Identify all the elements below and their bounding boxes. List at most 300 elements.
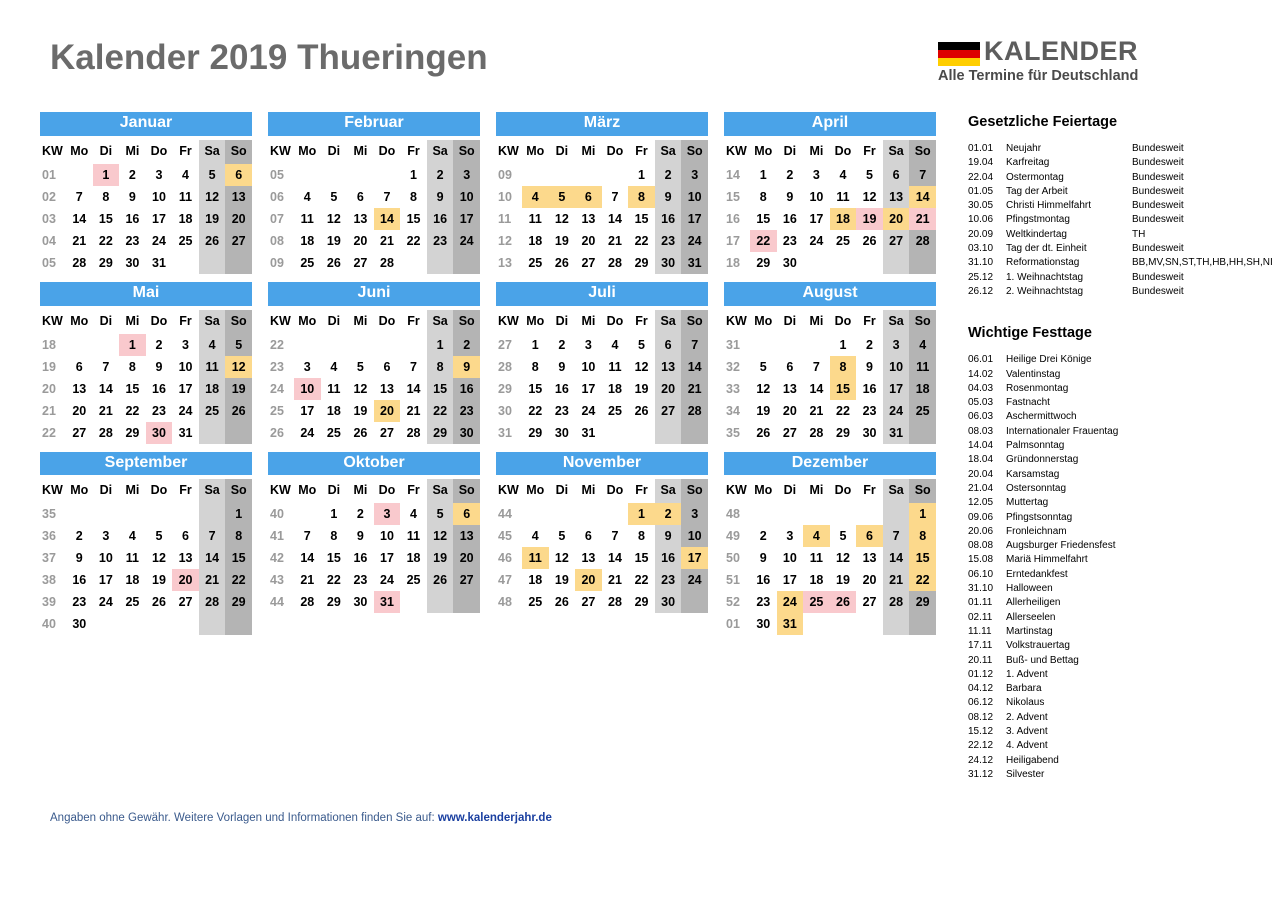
day-cell: 9 [866,359,873,374]
weekday-header: Mo [298,483,317,498]
week-number: 12 [498,233,512,248]
day-cell: 24 [581,403,596,418]
day-cell: 28 [909,230,936,252]
week-row [724,164,936,186]
day-cell: 2 [655,503,682,525]
day-cell: 8 [628,186,655,208]
day-cell: 16 [427,208,454,230]
weekday-header: KW [498,313,519,328]
day-cell: 30 [554,425,569,440]
item-name: Tag der dt. Einheit [1006,243,1087,255]
day-cell: 15 [909,547,936,569]
week-row [724,356,936,378]
week-row [40,503,252,525]
day-cell: 30 [353,595,368,610]
footer-text: Angaben ohne Gewähr. Weitere Vorlagen und Informationen finden Sie auf: [50,812,438,824]
weekday-header: Sa [199,140,226,164]
item-date: 08.03 [968,425,994,437]
day-cell: 26 [554,255,569,270]
list-item [968,654,1278,668]
day-cell: 20 [575,569,602,591]
week-number: 30 [498,403,512,418]
weekday-header: Mo [70,313,89,328]
day-cell: 24 [681,569,708,591]
day-cell [400,334,427,356]
day-cell: 12 [152,551,166,566]
week-number: 16 [726,211,740,226]
week-row [40,334,252,356]
day-cell: 18 [528,573,543,588]
item-date: 01.12 [968,668,994,680]
weekday-header: Do [834,143,852,158]
day-cell [199,503,226,525]
day-cell: 18 [178,211,193,226]
item-date: 08.12 [968,711,994,723]
list-item [968,496,1278,510]
day-cell: 7 [383,189,391,204]
weekday-header: Sa [427,310,454,334]
week-row [496,525,708,547]
day-cell: 17 [809,211,824,226]
weekday-header: Di [99,313,113,328]
day-cell: 11 [300,211,314,226]
week-row [268,356,480,378]
item-date: 04.12 [968,683,994,695]
day-cell: 7 [102,359,110,374]
list-item [968,668,1278,682]
day-cell: 25 [608,403,622,418]
day-cell: 15 [406,211,421,226]
day-cell: 25 [326,425,341,440]
item-date: 06.01 [968,354,994,366]
day-cell: 1 [638,167,645,182]
day-cell: 5 [155,529,163,544]
weekday-header: So [909,140,936,164]
week-row [724,230,936,252]
item-name: Martinstag [1006,625,1053,637]
month-row [40,452,952,644]
item-name: Ostermontag [1006,171,1064,183]
day-cell: 5 [356,359,364,374]
week-number: 20 [42,381,56,396]
week-row [724,547,936,569]
day-cell: 7 [681,334,708,356]
month-title: Oktober [268,452,480,476]
day-cell: 4 [531,529,539,544]
day-cell: 2 [759,529,767,544]
week-number: 22 [270,337,284,352]
week-number: 43 [270,573,284,588]
day-cell: 6 [856,525,883,547]
week-row [724,569,936,591]
day-cell [400,252,427,274]
day-cell: 9 [427,186,454,208]
month-title: Juni [268,282,480,306]
list-item [968,739,1278,753]
logo-wordmark: KALENDER [984,36,1139,66]
item-name: Muttertag [1006,497,1049,509]
item-name: Barbara [1006,683,1042,695]
day-cell: 15 [634,551,649,566]
week-number: 14 [726,167,740,182]
day-cell: 22 [909,569,936,591]
day-cell: 4 [611,337,619,352]
day-cell: 13 [883,186,910,208]
item-name: Karsamstag [1006,468,1060,480]
day-cell: 18 [199,378,226,400]
day-cell: 28 [608,255,622,270]
month-block [496,452,724,636]
day-cell: 21 [608,233,622,248]
item-date: 31.12 [968,768,994,780]
festivals-heading: Wichtige Festtage [968,325,1092,342]
list-item [968,185,1278,199]
week-row [724,208,936,230]
day-cell: 28 [72,255,87,270]
day-cell: 16 [72,573,87,588]
weekday-header: KW [726,313,747,328]
day-cell: 30 [655,591,682,613]
item-name: Allerheiligen [1006,597,1061,609]
day-cell: 30 [125,255,140,270]
week-number: 50 [726,551,740,566]
month-table [724,479,936,635]
list-item [968,368,1278,382]
weekday-header: Mo [754,143,773,158]
day-cell: 11 [327,381,341,396]
week-number: 31 [726,337,740,352]
day-cell: 5 [638,337,645,352]
list-item [968,768,1278,782]
day-cell: 5 [427,503,454,525]
day-cell: 12 [353,381,368,396]
month-row [40,112,952,282]
day-cell [575,503,602,525]
month-table [496,479,708,613]
week-row [40,525,252,547]
week-row [268,591,480,613]
weekday-header: Sa [427,479,454,503]
item-date: 14.02 [968,368,994,380]
list-item [968,582,1278,596]
day-cell [803,334,830,356]
week-row [40,400,252,422]
day-cell: 26 [427,569,454,591]
day-cell [549,164,576,186]
day-cell: 18 [608,381,622,396]
day-cell [66,503,93,525]
day-cell: 23 [655,569,682,591]
day-cell [777,503,804,525]
day-cell: 25 [803,591,830,613]
day-cell: 27 [225,230,252,252]
week-number: 13 [498,255,512,270]
day-cell: 11 [199,356,226,378]
day-cell: 13 [862,551,877,566]
week-row [496,569,708,591]
day-cell [146,503,173,525]
weekday-header: Di [555,483,569,498]
day-cell: 29 [528,425,543,440]
day-cell [374,334,401,356]
weekday-header: Sa [655,479,682,503]
day-cell: 10 [581,359,596,374]
day-cell: 13 [353,211,368,226]
day-cell: 17 [453,208,480,230]
day-cell: 7 [75,189,83,204]
day-cell: 1 [119,334,146,356]
item-scope: Bundesweit [1132,243,1184,255]
item-date: 22.12 [968,740,994,752]
month-block [724,282,952,444]
item-name: Fastnacht [1006,397,1050,409]
day-cell [803,252,830,274]
day-cell: 4 [128,529,136,544]
week-row [496,503,708,525]
list-item [968,625,1278,639]
day-cell: 23 [756,595,771,610]
week-number: 44 [498,507,512,522]
day-cell [453,591,480,613]
day-cell: 7 [410,359,417,374]
day-cell: 3 [374,503,401,525]
day-cell [856,613,883,635]
day-cell: 19 [326,233,341,248]
day-cell: 12 [225,356,252,378]
day-cell: 27 [581,595,596,610]
day-cell: 15 [756,211,771,226]
day-cell: 14 [72,211,87,226]
holidays-list [968,142,1278,299]
week-row [724,525,936,547]
day-cell: 2 [453,334,480,356]
day-cell: 8 [638,529,645,544]
weekday-header: Mo [754,483,773,498]
day-cell [427,252,454,274]
item-name: Augsburger Friedensfest [1006,540,1116,552]
day-cell [321,164,348,186]
day-cell: 13 [225,186,252,208]
week-row [496,591,708,613]
day-cell: 3 [182,337,189,352]
item-name: Erntedankfest [1006,568,1068,580]
item-name: Halloween [1006,583,1053,595]
list-item [968,611,1278,625]
day-cell: 8 [759,189,767,204]
week-row [496,334,708,356]
week-number: 26 [270,425,284,440]
week-row [724,378,936,400]
week-row [40,164,252,186]
week-number: 10 [498,189,512,204]
item-name: Rosenmontag [1006,382,1069,394]
item-name: Allerseelen [1006,611,1056,623]
day-cell: 16 [125,211,140,226]
list-item [968,553,1278,567]
day-cell [119,503,146,525]
weekday-header: Sa [883,310,910,334]
day-cell: 15 [830,378,857,400]
month-table [268,310,480,444]
day-cell: 20 [374,400,401,422]
week-row [268,378,480,400]
weekday-header: Do [606,143,624,158]
item-date: 20.04 [968,468,994,480]
day-cell: 19 [856,208,883,230]
day-cell: 11 [608,359,622,374]
day-cell: 15 [98,211,113,226]
day-cell: 4 [522,186,549,208]
day-cell [575,164,602,186]
week-number: 24 [270,381,284,396]
day-cell: 27 [353,255,368,270]
day-cell: 19 [554,573,569,588]
day-cell [830,252,857,274]
day-cell: 22 [225,569,252,591]
week-number: 15 [726,189,740,204]
item-date: 12.05 [968,497,994,509]
day-cell: 2 [75,529,83,544]
week-row [40,186,252,208]
week-number: 39 [42,595,56,610]
day-cell: 29 [909,591,936,613]
day-cell [146,613,173,635]
day-cell: 13 [581,211,596,226]
day-cell: 25 [528,255,543,270]
day-cell: 31 [152,255,166,270]
weekday-header: Mi [125,313,140,328]
list-item [968,596,1278,610]
weekday-header: Mi [353,143,368,158]
day-cell: 14 [608,551,622,566]
week-row [724,503,936,525]
list-item [968,439,1278,453]
weekday-header: Fr [179,313,192,328]
day-cell: 25 [125,595,140,610]
day-cell: 20 [862,573,877,588]
week-row [724,334,936,356]
weekday-header: Di [327,313,341,328]
day-cell: 1 [330,507,338,522]
item-scope: Bundesweit [1132,200,1184,212]
item-date: 15.08 [968,554,994,566]
item-date: 22.04 [968,171,994,183]
weekday-header: Fr [407,313,420,328]
week-number: 18 [726,255,740,270]
day-cell: 25 [836,233,850,248]
weekday-header: Mo [70,483,89,498]
weekday-header: Mi [809,143,824,158]
day-cell: 8 [225,525,252,547]
weekday-header: So [681,479,708,503]
day-cell: 17 [883,378,910,400]
item-date: 11.11 [968,625,992,637]
weekday-header: Mi [353,483,368,498]
day-cell: 3 [883,334,910,356]
day-cell: 4 [182,167,189,182]
day-cell: 4 [410,507,417,522]
day-cell [453,252,480,274]
day-cell: 1 [225,503,252,525]
day-cell: 6 [883,164,910,186]
day-cell: 20 [225,208,252,230]
week-row [268,164,480,186]
day-cell: 5 [866,167,873,182]
day-cell: 24 [152,233,166,248]
week-number: 45 [498,529,512,544]
weekday-header: So [453,140,480,164]
day-cell: 23 [353,573,368,588]
list-item [968,682,1278,696]
day-cell: 23 [782,233,797,248]
week-row [40,252,252,274]
item-date: 21.04 [968,482,994,494]
day-cell: 14 [883,547,910,569]
weekday-header: Fr [407,143,420,158]
footer-link[interactable]: www.kalenderjahr.de [437,812,552,824]
week-number: 22 [42,425,56,440]
day-cell: 22 [836,403,850,418]
list-item [968,468,1278,482]
day-cell: 20 [453,547,480,569]
day-cell: 25 [178,233,193,248]
day-cell: 20 [353,233,368,248]
weekday-header: Mo [754,313,773,328]
month-title: November [496,452,708,476]
day-cell [172,503,199,525]
item-date: 01.11 [968,597,993,609]
list-item [968,511,1278,525]
day-cell: 16 [655,547,682,569]
day-cell: 26 [756,425,771,440]
week-row [496,400,708,422]
day-cell: 27 [655,400,682,422]
day-cell: 2 [786,167,794,182]
day-cell: 1 [839,337,847,352]
weekday-header: So [909,479,936,503]
day-cell: 26 [199,230,226,252]
day-cell: 9 [356,529,364,544]
item-name: Heilige Drei Könige [1006,354,1092,366]
week-number: 29 [498,381,512,396]
day-cell: 25 [528,595,543,610]
weekday-header: Di [555,143,569,158]
week-number: 51 [726,573,740,588]
weekday-header: KW [726,143,747,158]
day-cell: 21 [809,403,824,418]
day-cell: 15 [427,378,454,400]
day-cell: 5 [549,186,576,208]
weekday-header: Fr [635,313,648,328]
day-cell: 3 [681,503,708,525]
day-cell: 11 [836,189,850,204]
day-cell: 13 [380,381,394,396]
item-scope: Bundesweit [1132,271,1184,283]
day-cell: 21 [608,573,622,588]
day-cell [883,613,910,635]
day-cell: 26 [353,425,368,440]
item-date: 20.09 [968,228,994,240]
day-cell: 11 [909,356,936,378]
day-cell: 24 [883,400,910,422]
day-cell [856,252,883,274]
item-name: Nikolaus [1006,697,1045,709]
month-block [268,452,496,636]
day-cell: 4 [909,334,936,356]
day-cell: 31 [374,591,401,613]
weekday-header: Mi [809,483,824,498]
list-item [968,639,1278,653]
